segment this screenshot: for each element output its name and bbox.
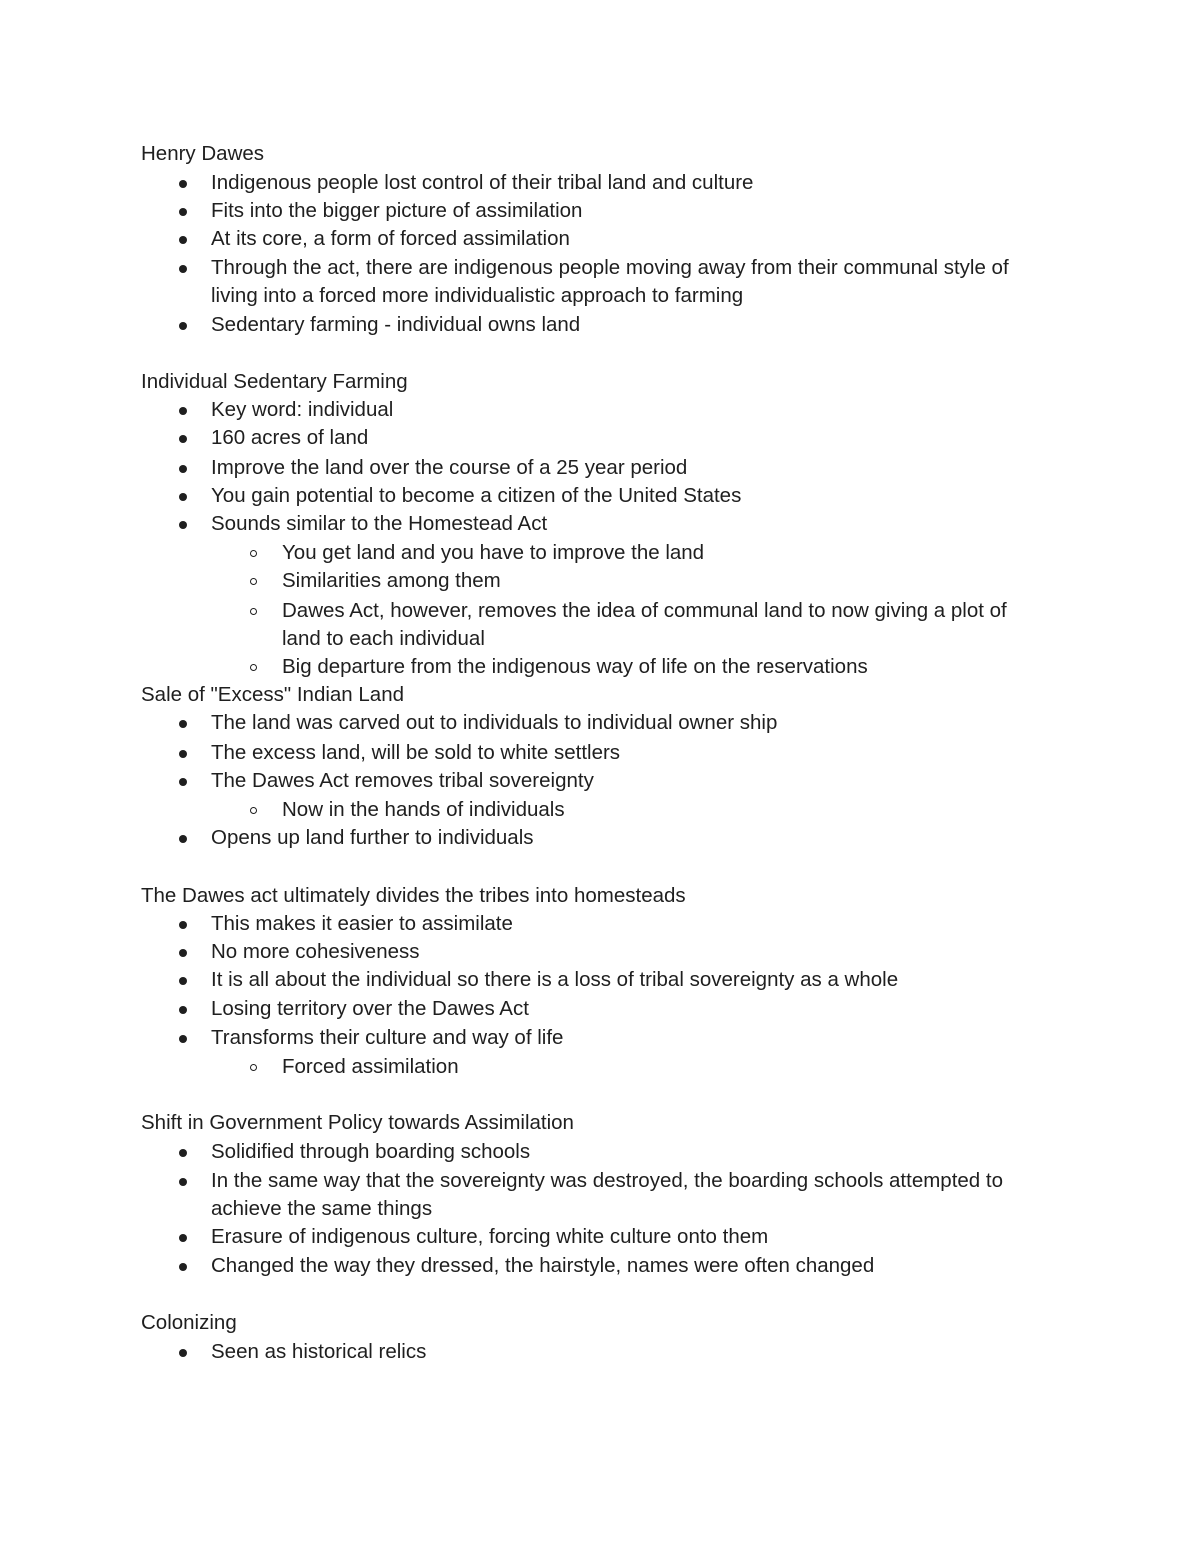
list-item-continuation: achieve the same things: [211, 1197, 433, 1220]
bullet-icon: [179, 1263, 187, 1271]
section-heading: Henry Dawes: [141, 142, 265, 165]
circle-bullet-icon: [250, 608, 257, 615]
list-item: At its core, a form of forced assimilation: [211, 227, 570, 250]
list-item: Losing territory over the Dawes Act: [211, 997, 529, 1020]
bullet-icon: [179, 521, 187, 529]
circle-bullet-icon: [250, 550, 257, 557]
list-item: Fits into the bigger picture of assimilation: [211, 199, 583, 222]
sub-list-item: Forced assimilation: [282, 1055, 459, 1078]
section-heading: Shift in Government Policy towards Assimilation: [141, 1111, 574, 1134]
sub-list-item: Big departure from the indigenous way of life on the reservations: [282, 655, 868, 678]
list-item: No more cohesiveness: [211, 940, 420, 963]
circle-bullet-icon: [250, 807, 257, 814]
bullet-icon: [179, 750, 187, 758]
bullet-icon: [179, 1349, 187, 1357]
bullet-icon: [179, 407, 187, 415]
sub-list-item: Now in the hands of individuals: [282, 798, 565, 821]
list-item: It is all about the individual so there is a loss of tribal sovereignty as a whole: [211, 968, 899, 991]
bullet-icon: [179, 778, 187, 786]
bullet-icon: [179, 265, 187, 273]
list-item: Seen as historical relics: [211, 1340, 427, 1363]
list-item: Solidified through boarding schools: [211, 1140, 531, 1163]
list-item: Transforms their culture and way of life: [211, 1026, 564, 1049]
bullet-icon: [179, 1178, 187, 1186]
bullet-icon: [179, 949, 187, 957]
bullet-icon: [179, 720, 187, 728]
list-item: Key word: individual: [211, 398, 394, 421]
circle-bullet-icon: [250, 578, 257, 585]
bullet-icon: [179, 493, 187, 501]
list-item: Sedentary farming - individual owns land: [211, 313, 581, 336]
list-item: The excess land, will be sold to white settlers: [211, 741, 621, 764]
bullet-icon: [179, 465, 187, 473]
bullet-icon: [179, 921, 187, 929]
section-heading: The Dawes act ultimately divides the tribes into homesteads: [141, 884, 686, 907]
sub-list-item: Dawes Act, however, removes the idea of communal land to now giving a plot of: [282, 599, 1007, 622]
circle-bullet-icon: [250, 664, 257, 671]
circle-bullet-icon: [250, 1064, 257, 1071]
list-item: In the same way that the sovereignty was destroyed, the boarding schools attempted to: [211, 1169, 1003, 1192]
list-item: The land was carved out to individuals to individual owner ship: [211, 711, 778, 734]
list-item: 160 acres of land: [211, 426, 369, 449]
bullet-icon: [179, 322, 187, 330]
list-item: Improve the land over the course of a 25 year period: [211, 456, 688, 479]
list-item: Erasure of indigenous culture, forcing white culture onto them: [211, 1225, 769, 1248]
bullet-icon: [179, 435, 187, 443]
bullet-icon: [179, 1006, 187, 1014]
section-heading: Individual Sedentary Farming: [141, 370, 408, 393]
list-item: You gain potential to become a citizen of the United States: [211, 484, 742, 507]
list-item: Changed the way they dressed, the hairstyle, names were often changed: [211, 1254, 875, 1277]
bullet-icon: [179, 236, 187, 244]
section-heading: Sale of "Excess" Indian Land: [141, 683, 404, 706]
list-item: This makes it easier to assimilate: [211, 912, 513, 935]
sub-list-item: You get land and you have to improve the land: [282, 541, 705, 564]
bullet-icon: [179, 1035, 187, 1043]
list-item: Through the act, there are indigenous people moving away from their communal style of: [211, 256, 1009, 279]
bullet-icon: [179, 1234, 187, 1242]
bullet-icon: [179, 835, 187, 843]
list-item: Opens up land further to individuals: [211, 826, 534, 849]
list-item-continuation: living into a forced more individualistic approach to farming: [211, 284, 744, 307]
sub-list-item: Similarities among them: [282, 569, 501, 592]
list-item: Sounds similar to the Homestead Act: [211, 512, 548, 535]
list-item: Indigenous people lost control of their tribal land and culture: [211, 171, 754, 194]
section-heading: Colonizing: [141, 1311, 237, 1334]
sub-list-item-continuation: land to each individual: [282, 627, 485, 650]
bullet-icon: [179, 977, 187, 985]
bullet-icon: [179, 208, 187, 216]
list-item: The Dawes Act removes tribal sovereignty: [211, 769, 594, 792]
bullet-icon: [179, 180, 187, 188]
bullet-icon: [179, 1149, 187, 1157]
